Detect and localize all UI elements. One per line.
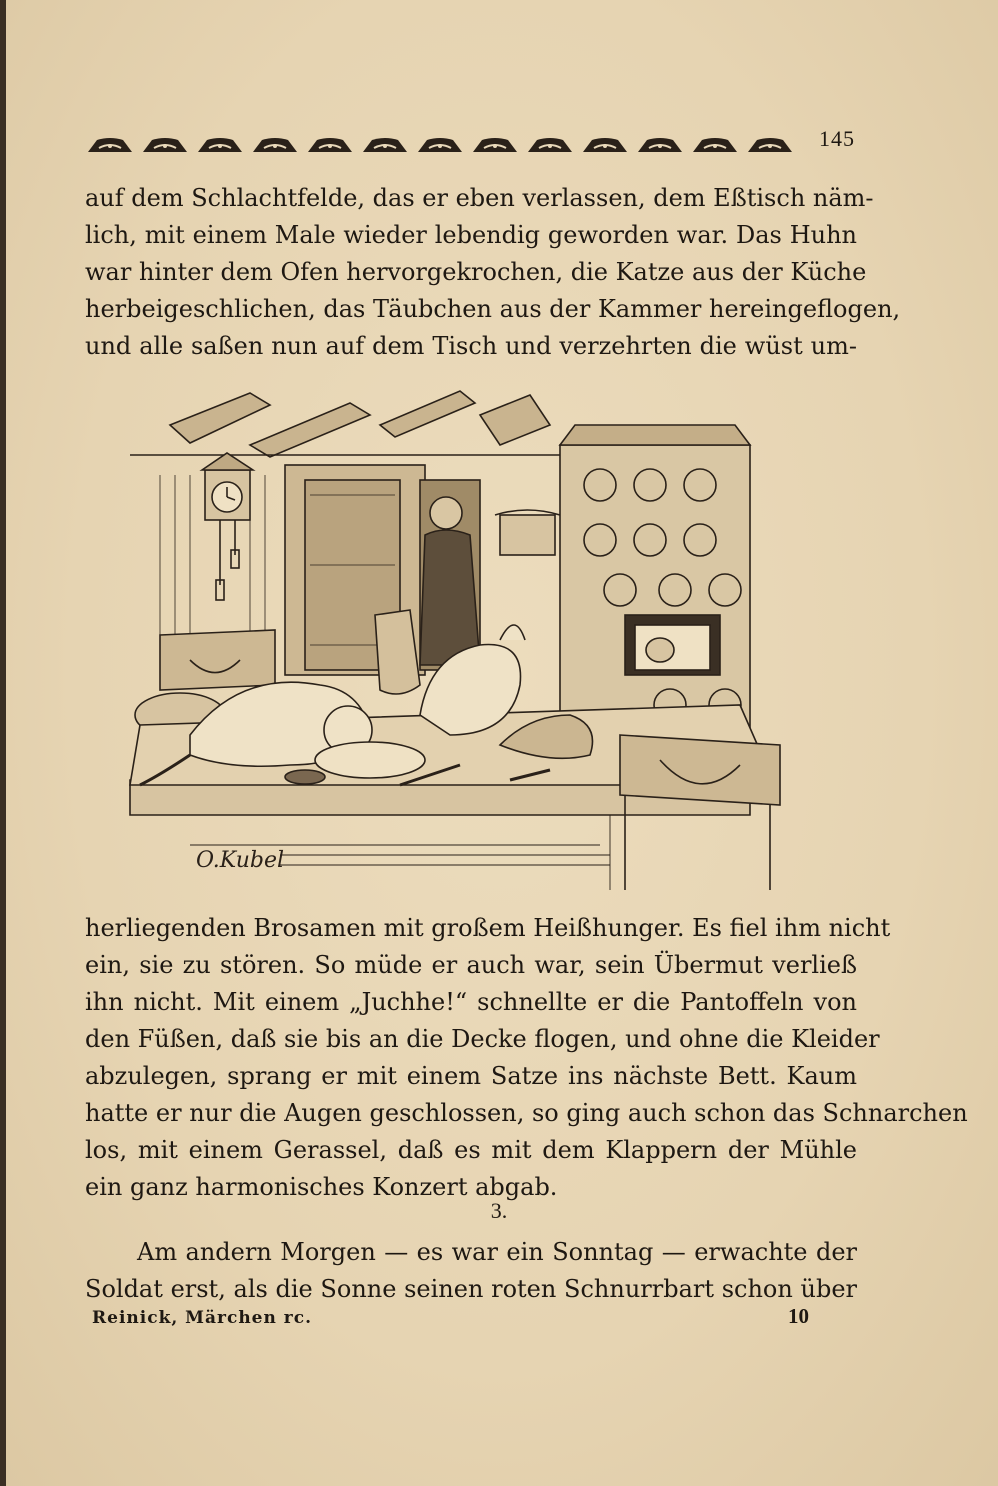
text-line: herbeigeschlichen, das Täubchen aus der Kammer hereingeflogen, <box>85 295 901 323</box>
text-line: den Füßen, daß sie bis an die Decke flogen, und ohne die Kleider <box>85 1025 880 1053</box>
scroll-ornament-icon <box>635 134 685 156</box>
footer-signature-line: Reinick, Märchen rc. <box>92 1308 313 1328</box>
section-number: 3. <box>490 1198 508 1223</box>
scroll-ornament-icon <box>140 134 190 156</box>
scroll-ornament-icon <box>415 134 465 156</box>
bottom-paragraph <box>85 910 968 1206</box>
text-line: abzulegen, sprang er mit einem Satze ins nächste Bett. Kaum <box>85 1062 857 1090</box>
text-line: ein, sie zu stören. So müde er auch war, sein Übermut verließ <box>85 951 857 979</box>
scroll-ornament-icon <box>745 134 795 156</box>
text-line: hatte er nur die Augen geschlossen, so ging auch schon das Schnarchen <box>85 1099 968 1127</box>
running-header <box>85 126 855 162</box>
illustrator-signature: O.Kubel <box>196 848 284 873</box>
illustration-drawing <box>130 385 795 895</box>
text-line: lich, mit einem Male wieder lebendig geworden war. Das Huhn <box>85 221 857 249</box>
text-line: Soldat erst, als die Sonne seinen roten Schnurrbart schon über <box>85 1275 857 1303</box>
scroll-ornament-icon <box>470 134 520 156</box>
footer-sheet-number: 10 <box>788 1304 809 1328</box>
top-paragraph <box>85 180 901 365</box>
scroll-ornament-icon <box>195 134 245 156</box>
scroll-ornament-icon <box>250 134 300 156</box>
text-line: und alle saßen nun auf dem Tisch und verzehrten die wüst um- <box>85 332 857 360</box>
text-line: ihn nicht. Mit einem „Juchhe!“ schnellte er die Pantoffeln von <box>85 988 857 1016</box>
scroll-ornament-icon <box>525 134 575 156</box>
scroll-ornament-icon <box>580 134 630 156</box>
text-line: herliegenden Brosamen mit großem Heißhunger. Es fiel ihm nicht <box>85 914 891 942</box>
scroll-ornament-icon <box>690 134 740 156</box>
page-edge-shadow <box>0 0 6 1486</box>
scroll-ornament-icon <box>360 134 410 156</box>
text-line: auf dem Schlachtfelde, das er eben verlassen, dem Eßtisch näm- <box>85 184 874 212</box>
scroll-ornament-icon <box>305 134 355 156</box>
page-number: 145 <box>819 126 855 151</box>
scroll-ornament-icon <box>85 134 135 156</box>
final-paragraph <box>85 1234 857 1308</box>
ornament-strip <box>85 134 800 158</box>
text-line: Am andern Morgen — es war ein Sonntag — erwachte der <box>137 1238 857 1266</box>
text-line: los, mit einem Gerassel, daß es mit dem Klappern der Mühle <box>85 1136 857 1164</box>
text-line: ein ganz harmonisches Konzert abgab. <box>85 1173 558 1201</box>
kitchen-illustration <box>130 385 795 895</box>
text-line: war hinter dem Ofen hervorgekrochen, die Katze aus der Küche <box>85 258 867 286</box>
